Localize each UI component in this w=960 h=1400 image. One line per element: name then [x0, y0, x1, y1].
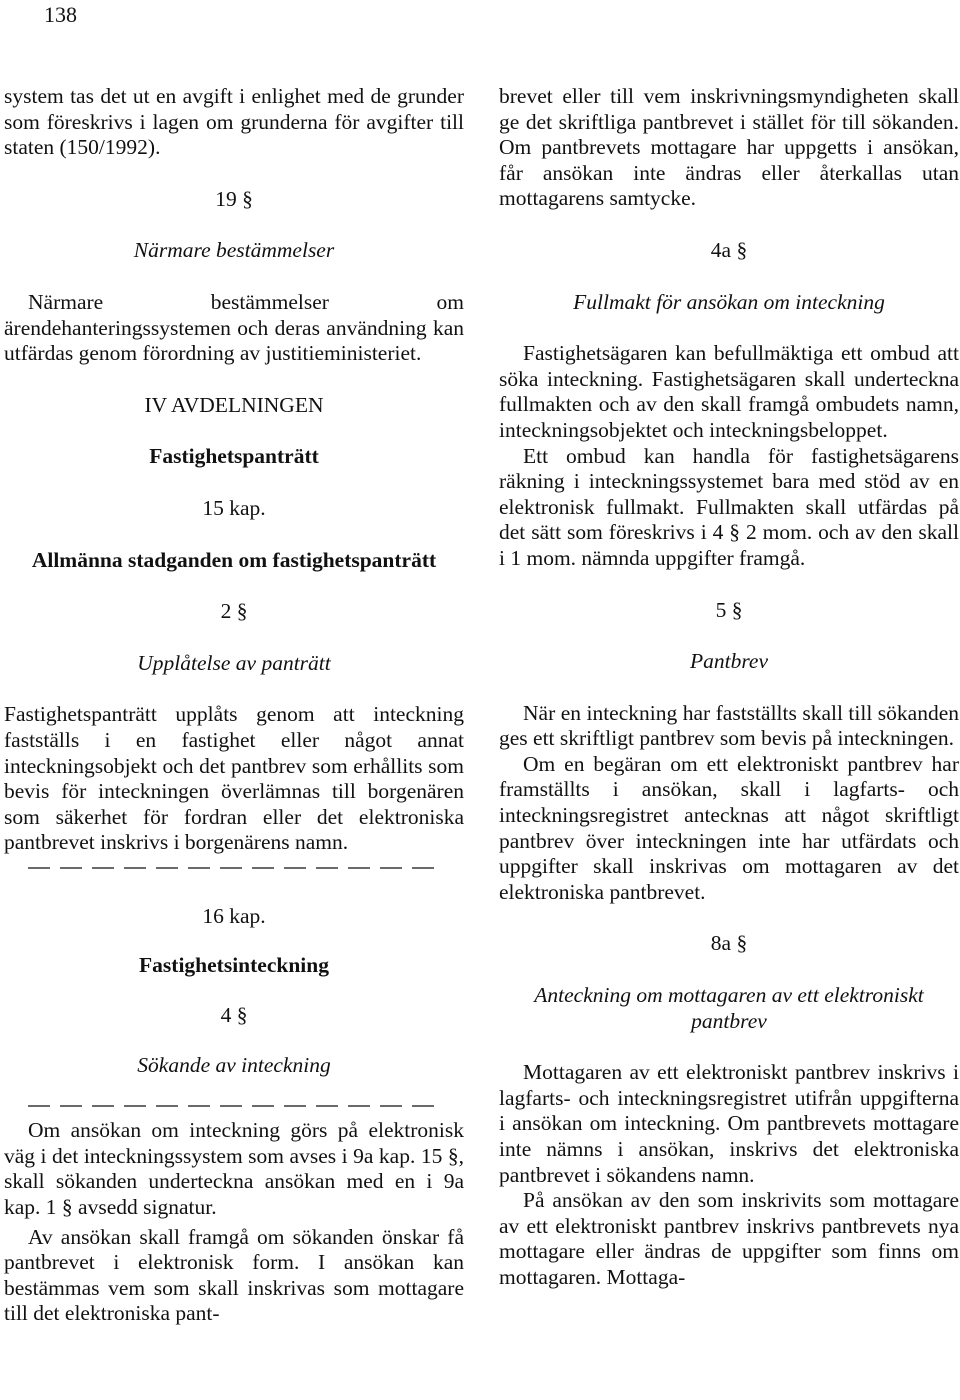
- omission-dash-line: [4, 1104, 464, 1106]
- section-4-heading: Sökande av inteckning: [137, 1052, 331, 1077]
- section-19-heading: Närmare bestämmelser: [133, 238, 335, 263]
- section-8a-number: 8a §: [710, 931, 748, 956]
- section-8a-paragraph-1: Mottagaren av ett elektroniskt pantbrev inskrivs i lagfarts- och inteckningsregistret utifrån uppgifterna i ansökan om inteckning. Om pantbrevets mottagare inte nämns i ansökan, inskrivs det elektroniska pantbrevet i sökandens namn.: [499, 1060, 959, 1187]
- division-title: IV AVDELNINGEN: [144, 392, 324, 417]
- section-19-paragraph: Närmare bestämmelser om ärendehanteringssystemen och deras användning kan utfärdas genom förordning av justitieministeriet.: [4, 289, 464, 366]
- chapter-16-title: Fastighetsinteckning: [139, 953, 329, 978]
- section-4a-number: 4a §: [710, 237, 748, 262]
- section-5-number: 5 §: [715, 597, 743, 622]
- division-subtitle: Fastighetspanträtt: [149, 444, 319, 469]
- chapter-15-title: Allmänna stadganden om fastighetspanträtt: [31, 547, 437, 572]
- page-number: 138: [44, 2, 77, 27]
- omission-dash-line: [4, 866, 464, 868]
- intro-paragraph: system tas det ut en avgift i enlighet med de grunder som föreskrivs i lagen om grunderna för avgifter till staten (150/1992).: [4, 84, 464, 160]
- chapter-16-number: 16 kap.: [202, 903, 266, 928]
- section-4a-paragraph-2: Ett ombud kan handla för fastighetsägarens räkning i inteckningssystemet bara med stöd av en elektronisk fullmakt. Fullmakten skall utfärdas på det sätt som föreskrivs i 4 § 2 mom. och av den skall i 1 mom. nämnda uppgifter framgå.: [499, 443, 959, 570]
- section-5-heading: Pantbrev: [689, 649, 768, 674]
- section-5-paragraph-1: När en inteckning har fastställts skall till sökanden ges ett skriftligt pantbrev som bevis på inteckningen.: [499, 700, 959, 751]
- section-4-number: 4 §: [220, 1003, 248, 1028]
- section-4-paragraph-1: Om ansökan om inteckning görs på elektronisk väg i det inteckningssystem som avses i 9a kap. 15 §, skall sökanden underteckna ansökan med en i 9a kap. 1 § avsedd signatur.: [4, 1118, 464, 1220]
- section-2-paragraph: Fastighetspanträtt upplåts genom att inteckning fastställs i en fastighet eller något annat inteckningsobjekt och det pantbrev som erhållits som bevis för inteckningen överlämnas till borgenären som säkerhet för fordran eller det elektroniska pantbrevet inskrivs i borgenärens namn.: [4, 702, 464, 855]
- continued-paragraph: brevet eller till vem inskrivningsmyndigheten skall ge det skriftliga pantbrevet i stället för till sökanden. Om pantbrevets mottagare har uppgetts i ansökan, får ansökan inte ändras eller återkallas utan mottagarens samtycke.: [499, 84, 959, 211]
- section-8a-heading: Anteckning om mottagaren av ett elektroniskt pantbrev: [534, 983, 924, 1033]
- left-column: [4, 84, 464, 1327]
- section-2-heading: Upplåtelse av panträtt: [137, 650, 331, 675]
- section-4-paragraph-2: Av ansökan skall framgå om sökanden önskar få pantbrevet i elektronisk form. I ansökan kan bestämmas vem som skall inskrivas som mottagare till det elektroniska pant-: [4, 1224, 464, 1326]
- chapter-15-number: 15 kap.: [202, 495, 266, 520]
- section-4a-heading: Fullmakt för ansökan om inteckning: [573, 289, 885, 314]
- section-8a-paragraph-2: På ansökan av den som inskrivits som mottagare av ett elektroniskt pantbrev inskrivs pantbrevets nya mottagare eller ändras de uppgifter som finns om mottagaren. Mottaga-: [499, 1188, 959, 1289]
- section-2-number: 2 §: [220, 599, 248, 624]
- section-5-paragraph-2: Om en begäran om ett elektroniskt pantbrev har framställts i ansökan, skall i lagfarts- och inteckningsregistret antecknas att något skriftligt pantbrev över inteckningen inte har utfärdats och uppgifter skall inskrivas om mottagaren av det elektroniska pantbrevet.: [499, 751, 959, 904]
- right-column: [499, 84, 959, 1291]
- section-4a-paragraph-1: Fastighetsägaren kan befullmäktiga ett ombud att söka inteckning. Fastighetsägaren skall underteckna fullmakten och av den skall framgå ombudets namn, inteckningsobjektet och inteckningsbeloppet.: [499, 341, 959, 442]
- section-19-number: 19 §: [215, 186, 253, 211]
